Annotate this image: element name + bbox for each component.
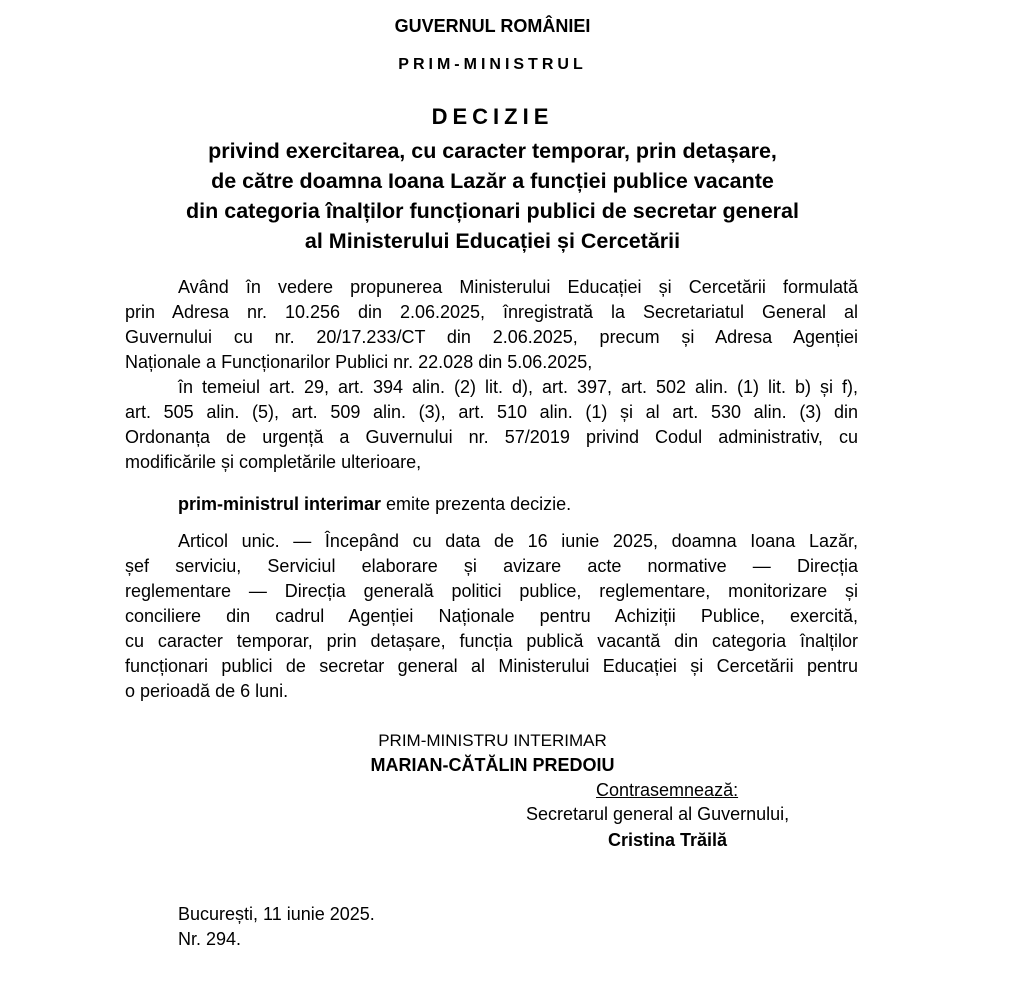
signatory-role: PRIM-MINISTRU INTERIMAR [378,731,607,750]
article-line: cu caracter temporar, prin detașare, funcția publică vacantă din categoria înalților [125,631,858,651]
countersign-name: Cristina Trăilă [608,830,728,850]
legal-basis-line: art. 505 alin. (5), art. 509 alin. (3), art. 510 alin. (1) și al art. 530 alin. (3) din [125,402,858,422]
title-line: de către doamna Ioana Lazăr a funcției publice vacante [211,169,774,193]
place-date: București, 11 iunie 2025. [178,904,375,924]
preamble-line: Naționale a Funcționarilor Publici nr. 22.028 din 5.06.2025, [125,352,593,372]
article-line: șef serviciu, Serviciul elaborare și avizare acte normative — Direcția [125,556,858,576]
article-line: reglementare — Direcția generală politici publice, reglementare, monitorizare și [125,581,858,601]
legal-basis-line: modificările și completările ulterioare, [125,452,422,472]
issuing-line [125,492,858,517]
document-type-heading: DECIZIE [431,104,554,129]
title-line: al Ministerului Educației și Cercetării [304,229,681,253]
preamble-line: Având în vedere propunerea Ministerului Educației și Cercetării formulată [178,277,858,297]
legal-basis-paragraph [125,375,858,475]
issuer-heading: PRIM-MINISTRUL [398,56,587,73]
issuing-text: emite prezenta decizie. [381,494,572,514]
decision-number: Nr. 294. [178,929,242,949]
preamble-paragraph [125,275,858,375]
countersign-role: Secretarul general al Guvernului, [526,804,790,824]
countersign-label: Contrasemnează: [596,780,739,800]
signatory-name: MARIAN-CĂTĂLIN PREDOIU [370,755,615,775]
legal-basis-line: în temeiul art. 29, art. 394 alin. (2) lit. d), art. 397, art. 502 alin. (1) lit. b) și f), [178,377,858,397]
issuing-authority: prim-ministrul interimar [178,494,382,514]
article-line: funcționari publici de secretar general al Ministerului Educației și Cercetării pentru [125,656,858,676]
article-paragraph [125,529,858,704]
legal-basis-line: Ordonanța de urgență a Guvernului nr. 57/2019 privind Codul administrativ, cu [125,427,858,447]
title-line: din categoria înalților funcționari publici de secretar general [186,199,799,223]
article-line: Articol unic. — Începând cu data de 16 iunie 2025, doamna Ioana Lazăr, [178,531,858,551]
issuing-formula [125,492,858,517]
article-line: conciliere din cadrul Agenției Naționale pentru Achiziții Publice, exercită, [125,606,858,626]
article-line: o perioadă de 6 luni. [125,681,289,701]
preamble-line: Guvernului cu nr. 20/17.233/CT din 2.06.2025, precum și Adresa Agenției [125,327,858,347]
preamble-line: prin Adresa nr. 10.256 din 2.06.2025, înregistrată la Secretariatul General al [125,302,858,322]
title-line: privind exercitarea, cu caracter temporar, prin detașare, [208,139,777,163]
government-heading: GUVERNUL ROMÂNIEI [394,16,591,36]
